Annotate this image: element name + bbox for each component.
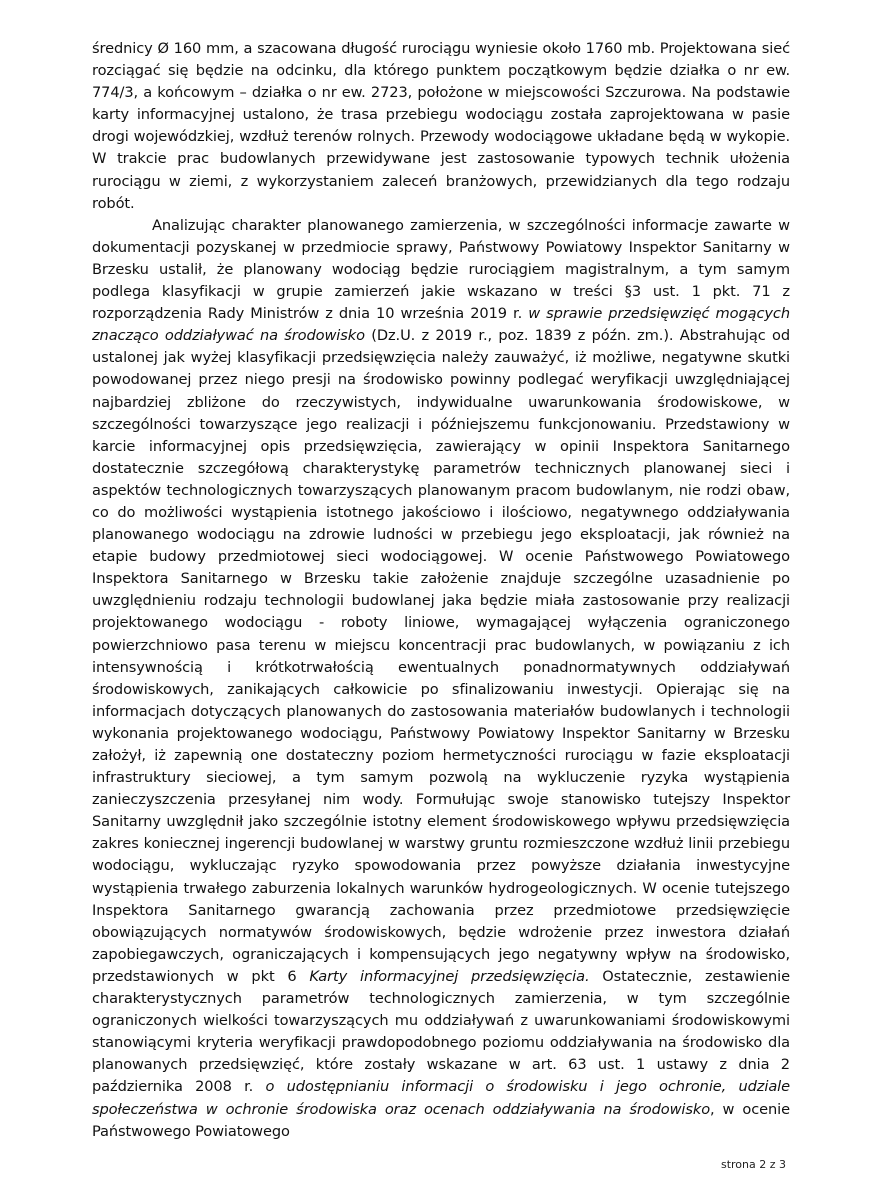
document-reference-italic: Karty informacyjnej przedsięwzięcia. bbox=[309, 967, 590, 985]
paragraph-text: , w ocenie Państwowego Powiatowego bbox=[92, 1100, 790, 1140]
regulation-title-italic: w sprawie przedsięwzięć mogących znacząco oddziaływać na środowisko bbox=[92, 305, 790, 345]
paragraph-analysis bbox=[92, 215, 790, 1143]
act-title-italic: o udostępnianiu informacji o środowisku i jego ochronie, udziale społeczeństwa w ochronie środowiska oraz ocenach oddziaływania na środowisko bbox=[92, 1078, 790, 1118]
document-body bbox=[92, 38, 790, 1143]
page-number: strona 2 z 3 bbox=[720, 1158, 786, 1171]
paragraph-continuation: średnicy Ø 160 mm, a szacowana długość rurociągu wyniesie około 1760 mb. Projektowana sieć rozciągać się będzie na odcinku, dla którego punktem początkowym będzie działka o nr ew. 774/3, a końcowym – działka o nr ew. 2723, położone w miejscowości Szczurowa. Na podstawie karty informacyjnej ustalono, że trasa przebiegu wodociągu została zaprojektowana w pasie drogi wojewódzkiej, wzdłuż terenów rolnych. Przewody wodociągowe układane będą w wykopie. W trakcie prac budowlanych przewidywane jest zastosowanie typowych technik ułożenia rurociągu w ziemi, z wykorzystaniem zaleceń branżowych, przewidzianych dla tego rodzaju robót. bbox=[92, 40, 790, 212]
paragraph-text: (Dz.U. z 2019 r., poz. 1839 z późn. zm.). Abstrahując od ustalonej jak wyżej klasyfikacji przedsięwzięcia należy zauważyć, iż możliwe, negatywne skutki powodowanej przez niego presji na środowisko powinny podlegać weryfikacji uwzględniającej najbardziej zbliżone do rzeczywistych, indywidualne uwarunkowania środowiskowe, w szczególności towarzyszące jego realizacji i późniejszemu funkcjonowaniu. Przedstawiony w karcie informacyjnej opis przedsięwzięcia, zawierający w opinii Inspektora Sanitarnego dostatecznie szczegółową charakterystykę parametrów technicznych planowanej sieci i aspektów technologicznych towarzyszących planowanym pracom budowlanym, nie rodzi obaw, co do możliwości wystąpienia istotnego jakościowo i ilościowo, negatywnego oddziaływania planowanego wodociągu na zdrowie ludności w przebiegu jego eksploatacji, jak również na etapie budowy przedmiotowej sieci wodociągowej. W ocenie Państwowego Powiatowego Inspektora Sanitarnego w Brzesku takie założenie znajduje szczególne uzasadnienie po uwzględnieniu rodzaju technologii budowlanej jaka będzie miała zastosowanie przy realizacji projektowanego wodociągu - roboty liniowe, wymagającej wyłączenia ograniczonego powierzchniowo pasa terenu w miejscu koncentracji prac budowlanych, w powiązaniu z ich intensywnością i krótkotrwałością ewentualnych ponadnormatywnych oddziaływań środowiskowych, zanikających całkowicie po sfinalizowaniu inwestycji. Opierając się na informacjach dotyczących planowanych do zastosowania materiałów budowlanych i technologii wykonania projektowanego wodociągu, Państwowy Powiatowy Inspektor Sanitarny w Brzesku założył, iż zapewnią one dostateczny poziom hermetyczności rurociągu w fazie eksploatacji infrastruktury sieciowej, a tym samym pozwolą na wykluczenie ryzyka wystąpienia zanieczyszczenia przesyłanej nim wody. Formułując swoje stanowisko tutejszy Inspektor Sanitarny uwzględnił jako szczególnie istotny element środowiskowego wpływu przedsięwzięcia zakres koniecznej ingerencji budowlanej w warstwy gruntu rozmieszczone wzdłuż linii przebiegu wodociągu, wykluczając ryzyko spowodowania przez powyższe działania inwestycyjne wystąpienia trwałego zaburzenia lokalnych warunków hydrogeologicznych. W ocenie tutejszego Inspektora Sanitarnego gwarancją zachowania przez przedmiotowe przedsięwzięcie obowiązujących normatywów środowiskowych, będzie wdrożenie przez inwestora działań zapobiegawczych, ograniczających i kompensujących jego negatywny wpływ na środowisko, przedstawionych w pkt 6 bbox=[92, 327, 790, 985]
paragraph-text: Analizując charakter planowanego zamierzenia, w szczególności informacje zawarte w dokumentacji pozyskanej w przedmiocie sprawy, Państwowy Powiatowy Inspektor Sanitarny w Brzesku ustalił, że planowany wodociąg będzie rurociągiem magistralnym, a tym samym podlega klasyfikacji w grupie zamierzeń jakie wskazano w treści §3 ust. 1 pkt. 71 z rozporządzenia Rady Ministrów z dnia 10 września 2019 r. bbox=[92, 216, 790, 323]
paragraph-text: Ostatecznie, zestawienie charakterystycznych parametrów technologicznych zamierzenia, w tym szczególnie ograniczonych wielkości towarzyszących mu oddziaływań z uwarunkowaniami środowiskowymi stanowiącymi kryteria weryfikacji prawdopodobnego poziomu oddziaływania na środowisko dla planowanych przedsięwzięć, które zostały wskazane w art. 63 ust. 1 ustawy z dnia 2 października 2008 r. bbox=[92, 967, 791, 1096]
